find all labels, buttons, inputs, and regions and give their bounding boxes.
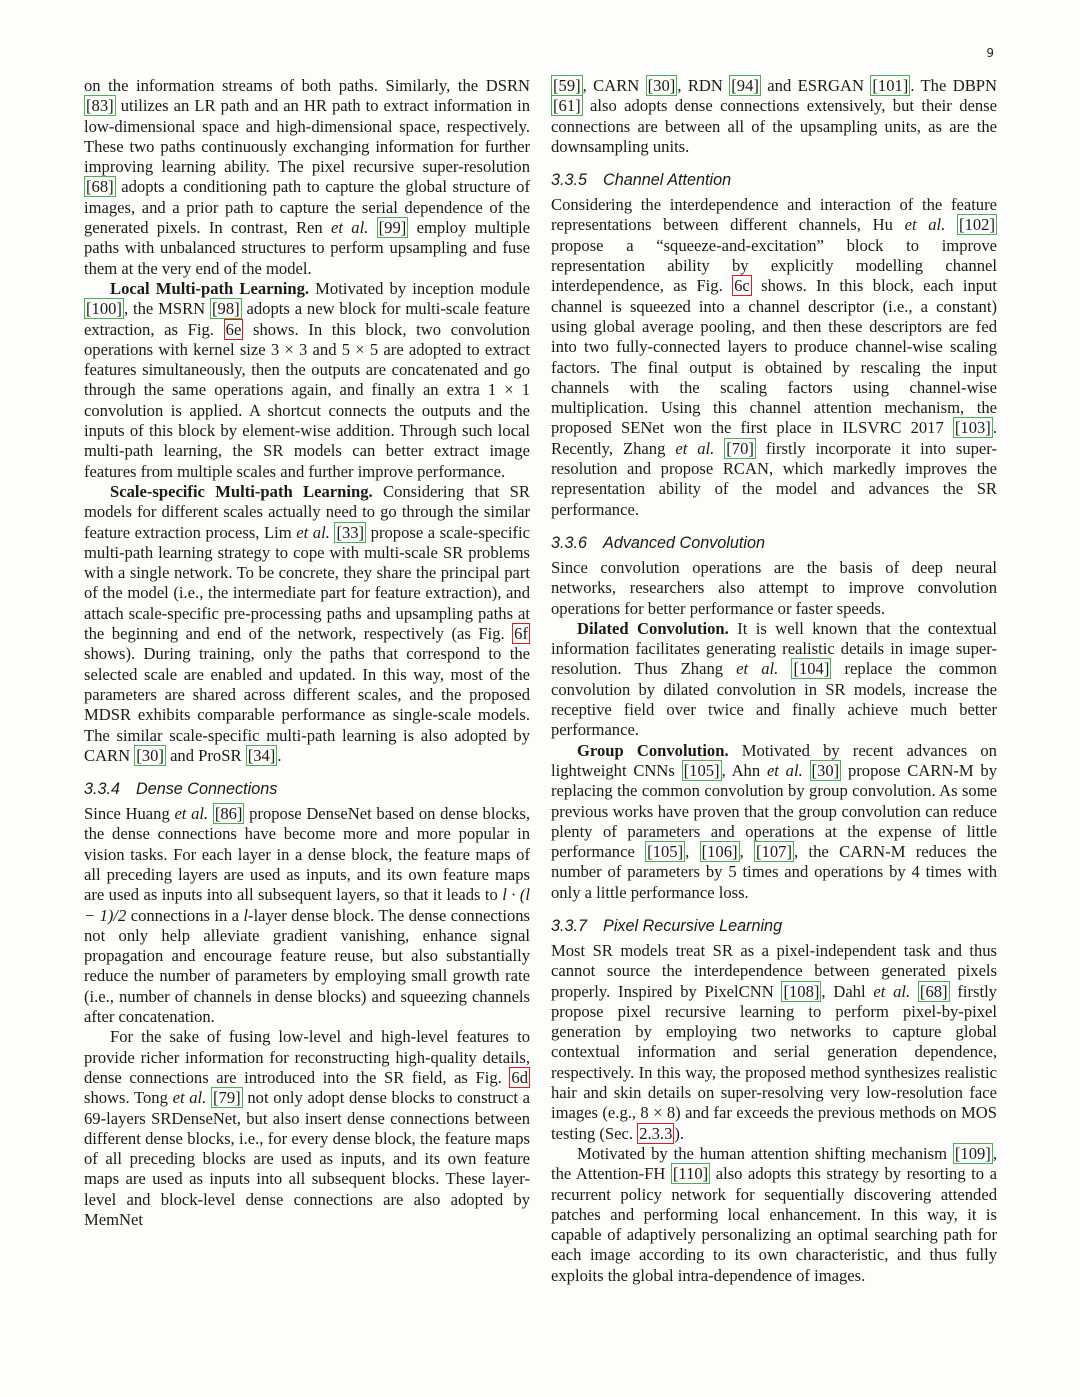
paragraph-densenet: Since Huang et al. [86] propose DenseNet based on dense blocks, the dense connections have become more and more popular in vision tasks. For each layer in a dense block, the feature maps of all preceding layers are used as inputs, and its own feature maps are used as inputs into all subsequent layers, so that it leads to l · (l − 1)/2 connections in a l-layer dense block. The dense connections not only help alleviate gradient vanishing, enhance signal propagation and encourage feature reuse, but also substantially reduce the number of parameters by employing small growth rate (i.e., number of channels in dense blocks) and squeezing channels after concatenation. [84, 804, 531, 1027]
citation-link[interactable]: [83] [86, 96, 114, 116]
citation-link[interactable]: [68] [86, 177, 114, 197]
citation-link[interactable]: [59] [553, 76, 581, 95]
citation-link[interactable]: [102] [959, 215, 995, 235]
paragraph-pixel-recursive: Most SR models treat SR as a pixel-independent task and thus cannot source the interdependence between generated pixels properly. Inspired by PixelCNN [108] , Dahl et al. [68] firstly propose pixel recursive learning to perform pixel-by-pixel generation by employing two networks to capture global contextual information and serial generation dependence, respectively. In this way, the proposed method synthesizes realistic hair and skin details on super-resolving very low-resolution face images (e.g., 8 × 8) and far exceeds the previous methods on MOS testing (Sec. 2.3.3 ). [551, 940, 997, 1143]
math-expression: l · (l − 1)/2 [84, 885, 530, 925]
citation-link[interactable]: [100] [86, 299, 122, 319]
section-heading-pixel-recursive: 3.3.7 Pixel Recursive Learning [551, 916, 783, 935]
right-column [551, 76, 997, 1286]
section-heading-advanced-convolution: 3.3.6 Advanced Convolution [551, 533, 766, 552]
citation-link[interactable]: [101] [872, 76, 909, 95]
figure-ref-link[interactable]: 6d [511, 1067, 528, 1087]
paragraph-dense-sr: For the sake of fusing low-level and high-level features to provide richer information for reconstructing high-quality details, dense connections are introduced into the SR field, as Fig. 6d shows. Tong et al. [79] not only adopt dense blocks to construct a 69-layers SRDenseNet, but also insert dense connections between different dense blocks, i.e., for every dense block, the feature maps of all preceding blocks are used as inputs, and its own feature maps are used as inputs into all subsequent blocks. These layer-level and block-level dense connections are also adopted by MemNet [84, 1027, 530, 1230]
run-in-heading: Dilated Convolution. [577, 618, 729, 638]
citation-link[interactable]: [99] [378, 218, 407, 238]
citation-link[interactable]: [103] [954, 418, 991, 438]
citation-link[interactable]: [105] [647, 842, 684, 862]
citation-link[interactable]: [104] [793, 659, 830, 679]
paragraph-attention-fh: Motivated by the human attention shifting mechanism [109] , the Attention-FH [110] also adopts this strategy by resorting to a recurrent policy network for sequentially discovering attended patches and performing local enhancement. In this way, it is capable of adaptively personalizing an optimal searching path for each image according to its own characteristic, and thus fully exploits the global intra-dependence of images. [551, 1143, 997, 1285]
citation-link[interactable]: [109] [954, 1143, 991, 1163]
citation-link[interactable]: [94] [731, 76, 759, 95]
citation-link[interactable]: [34] [247, 745, 276, 765]
paragraph-advanced-convolution: Since convolution operations are the basis of deep neural networks, researchers also attempt to improve convolution operations for better performance or faster speeds. [551, 557, 997, 618]
paragraph-dilated-convolution: Dilated Convolution. It is well known that the contextual information facilitates generating realistic details in image super-resolution. Thus Zhang et al. [104] replace the common convolution by dilated convolution in SR models, increase the receptive field over twice and finally achieve much better performance. [551, 618, 997, 740]
citation-link[interactable]: [33] [336, 522, 365, 542]
citation-link[interactable]: [68] [919, 981, 948, 1001]
citation-link[interactable]: [61] [553, 96, 581, 116]
paragraph-multipath-continued: on the information streams of both paths. Similarly, the DSRN [83] utilizes an LR path and an HR path to extract information in low-dimensional space and high-dimensional space, respectively. These two paths continuously exchanging information for further improving learning ability. The pixel recursive super-resolution [68] adopts a conditioning path to capture the global structure of images, and a prior path to capture the serial dependence of the generated pixels. In contrast, Ren et al. [99] employ multiple paths with unbalanced structures to perform upsampling and fuse them at the very end of the model. [84, 76, 530, 278]
citation-link[interactable]: [30] [647, 76, 676, 95]
run-in-heading: Local Multi-path Learning. [110, 278, 310, 298]
citation-link[interactable]: [98] [212, 299, 240, 319]
figure-ref-link[interactable]: 6f [514, 624, 528, 644]
page-number: 9 [986, 46, 994, 60]
citation-link[interactable]: [107] [756, 842, 792, 862]
paragraph-scale-specific: Scale-specific Multi-path Learning. Considering that SR models for different scales actually need to go through the similar feature extraction process, Lim et al. [33] propose a scale-specific multi-path learning strategy to cope with multi-scale SR problems with a single network. To be concrete, they share the principal part of the model (i.e., the intermediate part for feature extraction), and attach scale-specific pre-processing paths and upsampling paths at the beginning and end of the network, respectively (as Fig. 6f shows). During training, only the paths that correspond to the selected scale are enabled and updated. In this way, most of the parameters are shared across different scales, and the proposed MDSR exhibits comparable performance as single-scale models. The similar scale-specific multi-path learning is also adopted by CARN [30] and ProSR [34] . [84, 481, 530, 765]
paragraph-dense-continued: [59] , CARN [30] , RDN [94] and ESRGAN [101] . The DBPN [61] also adopts dense connections extensively, but their dense connections are between all of the upsampling units, as are the downsampling units. [551, 76, 997, 156]
citation-link[interactable]: [30] [811, 760, 840, 780]
section-heading-channel-attention: 3.3.5 Channel Attention [551, 171, 732, 190]
paragraph-local-multipath: Local Multi-path Learning. Motivated by inception module [100] , the MSRN [98] adopts a new block for multi-scale feature extraction, as Fig. 6e shows. In this block, two convolution operations with kernel size 3 × 3 and 5 × 5 are adopted to extract features simultaneously, then the outputs are concatenated and go through the same operations again, and finally an extra 1 × 1 convolution is applied. A shortcut connects the outputs and the inputs of this block by element-wise addition. Through such local multi-path learning, the SR models can better extract image features from multiple scales and further improve performance. [84, 278, 530, 481]
run-in-heading: Scale-specific Multi-path Learning. [110, 481, 373, 501]
paragraph-group-convolution: Group Convolution. Motivated by recent advances on lightweight CNNs [105] , Ahn et al. [30] propose CARN-M by replacing the common convolution by group convolution. As some previous works have proven that the group convolution can reduce plenty of parameters and operations at the expense of little performance [105] , [106] , [107] , the CARN-M reduces the number of parameters by 5 times and operations by 4 times with only a little performance loss. [551, 740, 998, 902]
citation-link[interactable]: [106] [701, 842, 738, 862]
figure-ref-link[interactable]: 6e [225, 319, 242, 339]
run-in-heading: Group Convolution. [577, 740, 729, 760]
citation-link[interactable]: [70] [726, 438, 754, 458]
citation-link[interactable]: [108] [783, 981, 820, 1001]
paragraph-channel-attention: Considering the interdependence and interaction of the feature representations between different channels, Hu et al. [102] propose a “squeeze-and-excitation” block to improve representation ability by explicitly modelling channel interdependence, as Fig. 6c shows. In this block, each input channel is squeezed into a channel descriptor (i.e., a constant) using global average pooling, and then these descriptors are fed into two fully-connected layers to produce channel-wise scaling factors. The final output is obtained by rescaling the input channels with the scaling factors using channel-wise multiplication. Using this channel attention mechanism, the proposed SENet won the first place in ILSVRC 2017 [103] . Recently, Zhang et al. [70] firstly incorporate it into super-resolution and propose RCAN, which markedly improves the representation ability of the model and advances the SR performance. [551, 195, 997, 519]
section-ref-link[interactable]: 2.3.3 [639, 1123, 673, 1143]
citation-link[interactable]: [30] [136, 745, 164, 765]
citation-link[interactable]: [110] [672, 1164, 709, 1184]
figure-ref-link[interactable]: 6c [734, 276, 750, 296]
left-column [84, 76, 530, 1230]
citation-link[interactable]: [105] [683, 760, 720, 780]
citation-link[interactable]: [79] [213, 1088, 241, 1108]
section-heading-dense-connections: 3.3.4 Dense Connections [84, 780, 278, 799]
citation-link[interactable]: [86] [214, 804, 243, 824]
